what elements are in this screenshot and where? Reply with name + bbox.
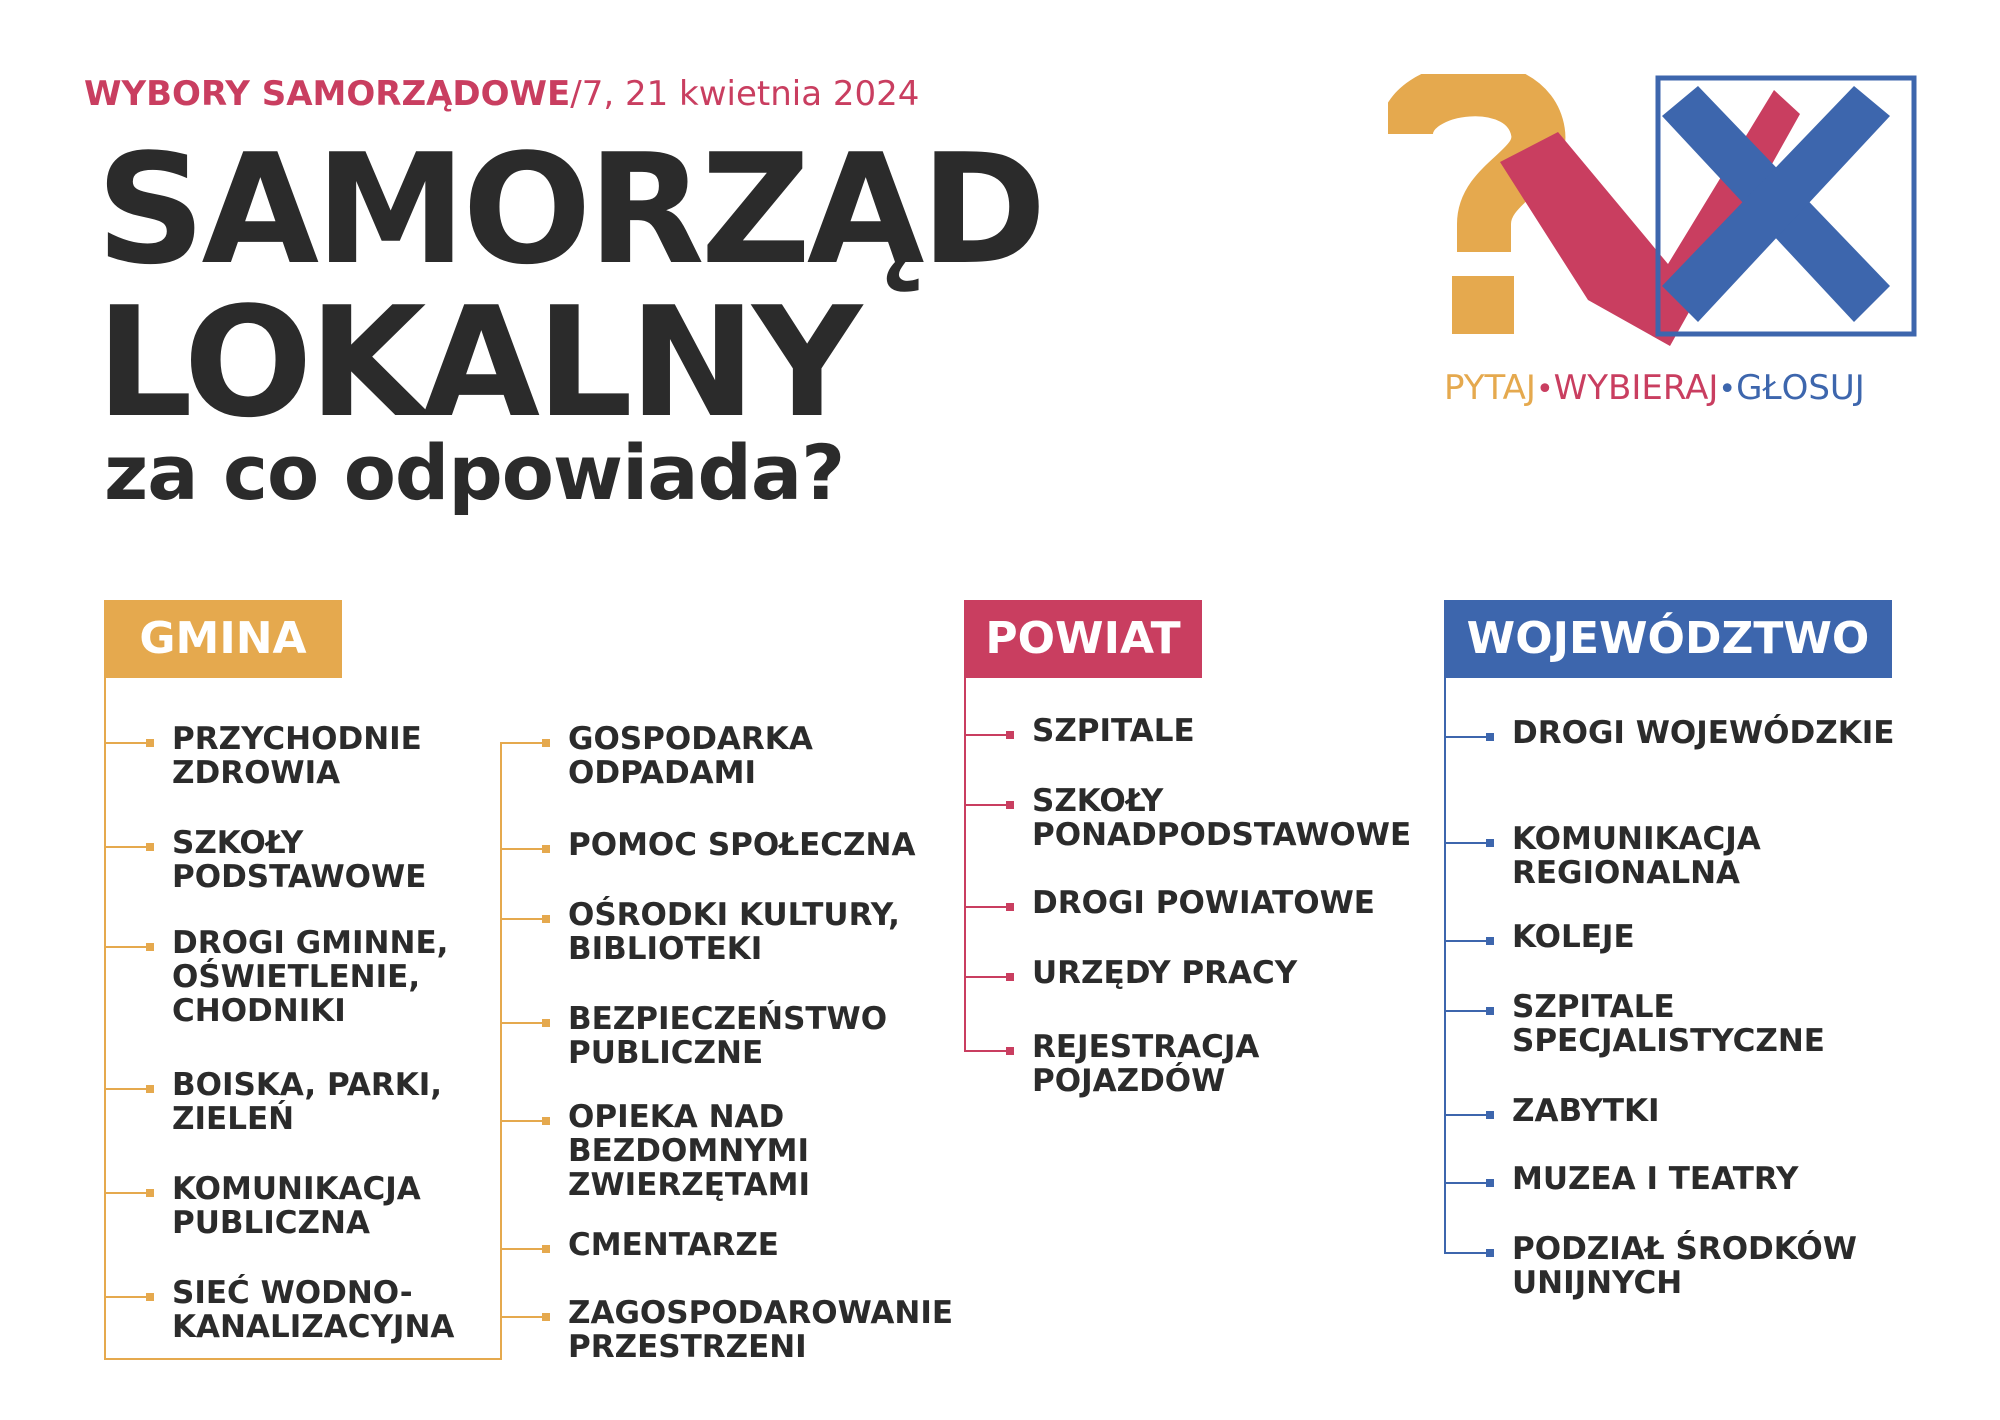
bullet-square-icon — [1486, 1249, 1494, 1257]
bullet-square-icon — [542, 1245, 550, 1253]
bullet-square-icon — [1486, 1111, 1494, 1119]
list-connector — [104, 1192, 148, 1194]
list-connector — [964, 1050, 1008, 1052]
powiat-item-text: SZPITALE — [1032, 713, 1195, 749]
wojewodztwo-header: WOJEWÓDZTWO — [1444, 600, 1892, 678]
bullet-square-icon — [1006, 801, 1014, 809]
gmina-item-text: SZKOŁY PODSTAWOWE — [172, 825, 427, 895]
bullet-square-icon — [542, 739, 550, 747]
powiat-header: POWIAT — [964, 600, 1202, 678]
tagline-separator: • — [1718, 372, 1737, 407]
powiat-item-text: SZKOŁY PONADPODSTAWOWE — [1032, 783, 1412, 853]
list-connector — [1444, 1010, 1488, 1012]
logo-tagline — [1444, 364, 1924, 414]
list-connector — [500, 1316, 544, 1318]
gmina-item-text: KOMUNIKACJA PUBLICZNA — [172, 1171, 421, 1241]
bullet-square-icon — [1006, 973, 1014, 981]
list-connector — [500, 1022, 544, 1024]
election-kicker — [84, 70, 919, 118]
kicker-election-name: WYBORY SAMORZĄDOWE — [84, 74, 571, 114]
list-connector — [964, 734, 1008, 736]
gmina-tree-line-2 — [500, 742, 502, 1360]
bullet-square-icon — [146, 843, 154, 851]
gmina-header: GMINA — [104, 600, 342, 678]
bullet-square-icon — [1486, 733, 1494, 741]
list-connector — [500, 1248, 544, 1250]
list-connector — [500, 848, 544, 850]
list-connector — [1444, 1252, 1488, 1254]
powiat-item-text: REJESTRACJA POJAZDÓW — [1032, 1029, 1260, 1099]
powiat-item-text: URZĘDY PRACY — [1032, 955, 1298, 991]
kicker-election-date: /7, 21 kwietnia 2024 — [570, 74, 920, 114]
wojewodztwo-item-text: KOLEJE — [1512, 919, 1635, 955]
bullet-square-icon — [542, 845, 550, 853]
page-subtitle: za co odpowiada? — [104, 428, 845, 517]
bullet-square-icon — [542, 1019, 550, 1027]
bullet-square-icon — [146, 943, 154, 951]
gmina-item-text: DROGI GMINNE, OŚWIETLENIE, CHODNIKI — [172, 925, 449, 1029]
list-connector — [500, 742, 544, 744]
gmina-item-text: SIEĆ WODNO-KANALIZACYJNA — [172, 1275, 455, 1345]
tagline-vote: GŁOSUJ — [1736, 368, 1865, 408]
list-connector — [1444, 736, 1488, 738]
list-connector — [500, 1120, 544, 1122]
list-connector — [104, 1296, 148, 1298]
page-title-line-2: LOKALNY — [96, 274, 859, 451]
list-connector — [104, 742, 148, 744]
list-connector — [1444, 940, 1488, 942]
page-title-line-1: SAMORZĄD — [96, 121, 1043, 298]
powiat-item-text: DROGI POWIATOWE — [1032, 885, 1375, 921]
list-connector — [964, 804, 1008, 806]
tagline-separator: • — [1535, 372, 1554, 407]
wojewodztwo-item-text: ZABYTKI — [1512, 1093, 1660, 1129]
bullet-square-icon — [1486, 937, 1494, 945]
list-connector — [104, 1088, 148, 1090]
bullet-square-icon — [1486, 1179, 1494, 1187]
list-connector — [500, 918, 544, 920]
bullet-square-icon — [1486, 1007, 1494, 1015]
bullet-square-icon — [542, 1117, 550, 1125]
wojewodztwo-item-text: SZPITALE SPECJALISTYCZNE — [1512, 989, 1825, 1059]
gmina-item-text: GOSPODARKA ODPADAMI — [568, 721, 813, 791]
gmina-item-text: OŚRODKI KULTURY, BIBLIOTEKI — [568, 897, 900, 967]
list-connector — [104, 846, 148, 848]
bullet-square-icon — [1486, 839, 1494, 847]
gmina-item-text: POMOC SPOŁECZNA — [568, 827, 916, 863]
wojewodztwo-item-text: PODZIAŁ ŚRODKÓW UNIJNYCH — [1512, 1231, 1857, 1301]
bullet-square-icon — [542, 1313, 550, 1321]
list-connector — [1444, 842, 1488, 844]
gmina-item-text: BOISKA, PARKI, ZIELEŃ — [172, 1067, 443, 1137]
gmina-item-text: ZAGOSPODAROWANIE PRZESTRZENI — [568, 1295, 954, 1365]
bullet-square-icon — [1006, 731, 1014, 739]
gmina-item-text: BEZPIECZEŃSTWO PUBLICZNE — [568, 1001, 888, 1071]
bullet-square-icon — [1006, 1047, 1014, 1055]
gmina-item-text: OPIEKA NAD BEZDOMNYMI ZWIERZĘTAMI — [568, 1099, 811, 1203]
bullet-square-icon — [146, 1085, 154, 1093]
list-connector — [964, 976, 1008, 978]
bullet-square-icon — [542, 915, 550, 923]
wojewodztwo-tree-line — [1444, 678, 1446, 1252]
question-mark-icon — [1406, 89, 1538, 334]
wojewodztwo-item-text: KOMUNIKACJA REGIONALNA — [1512, 821, 1761, 891]
list-connector — [964, 906, 1008, 908]
tagline-choose: WYBIERAJ — [1553, 368, 1719, 408]
wojewodztwo-item-text: MUZEA I TEATRY — [1512, 1161, 1799, 1197]
list-connector — [1444, 1114, 1488, 1116]
campaign-logo-mark — [1388, 74, 1928, 364]
bullet-square-icon — [146, 1293, 154, 1301]
list-connector — [104, 946, 148, 948]
gmina-tree-bottom-line — [104, 1358, 502, 1360]
list-connector — [1444, 1182, 1488, 1184]
bullet-square-icon — [1006, 903, 1014, 911]
tagline-ask: PYTAJ — [1444, 368, 1536, 408]
gmina-tree-line — [104, 678, 106, 1360]
wojewodztwo-item-text: DROGI WOJEWÓDZKIE — [1512, 715, 1895, 751]
bullet-square-icon — [146, 1189, 154, 1197]
gmina-item-text: PRZYCHODNIE ZDROWIA — [172, 721, 422, 791]
bullet-square-icon — [146, 739, 154, 747]
gmina-item-text: CMENTARZE — [568, 1227, 779, 1263]
